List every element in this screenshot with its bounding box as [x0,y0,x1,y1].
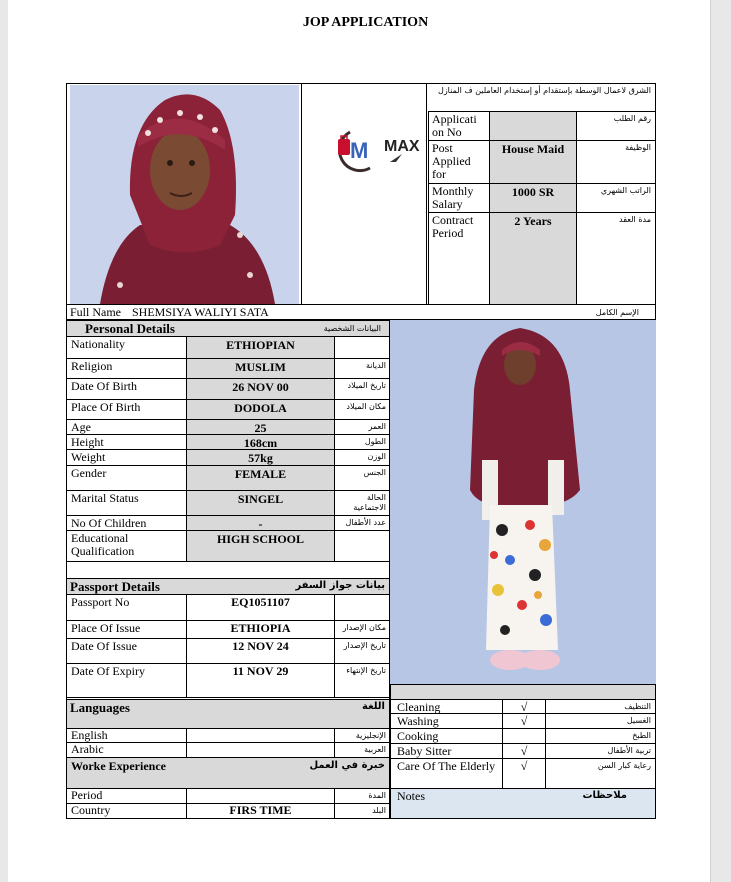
personal-label: Age [66,419,187,435]
headshot-photo [70,85,299,304]
full-name-label-ar: الإسم الكامل [595,308,639,317]
skill-label-ar: الطبخ [545,728,656,744]
personal-label: Date Of Birth [66,378,187,400]
passport-value: 11 NOV 29 [186,663,335,698]
personal-label: Weight [66,449,187,466]
personal-details-heading [66,320,390,337]
personal-label-ar: الجنس [334,465,390,491]
passport-value: 12 NOV 24 [186,638,335,664]
skill-label-ar: رعاية كبار السن [545,758,656,789]
personal-value: 26 NOV 00 [186,378,335,400]
contract-period-label-ar: مدة العقد [576,212,656,305]
notes-label: Notes [397,789,425,803]
language-english-label: English [66,728,187,743]
personal-value: ETHIOPIAN [186,336,335,359]
notes-label-ar: ملاحظات [582,790,627,801]
personal-label: Religion [66,358,187,379]
monthly-salary-value: 1000 SR [489,183,577,213]
passport-details-title: Passport Details [70,579,160,594]
work-experience-title-ar: خبرة في العمل [309,760,385,771]
skill-check-mark: √ [502,743,546,759]
skill-check-mark: √ [502,699,546,714]
work-experience-heading [66,757,390,789]
personal-label: Height [66,434,187,450]
personal-label: Place Of Birth [66,399,187,420]
personal-label: Educational Qualification [66,530,187,562]
page-title: JOP APPLICATION [302,15,429,30]
language-arabic-label: Arabic [66,742,187,758]
full-name-row [66,304,656,320]
passport-label: Place Of Issue [66,620,187,639]
page-margin-right [710,0,731,882]
personal-label-ar [334,336,390,359]
post-applied-value: House Maid [489,140,577,184]
work-experience-title: Worke Experience [71,759,166,773]
skill-check-mark: √ [502,758,546,789]
country-label-ar: البلد [334,803,390,819]
language-arabic-value [186,742,335,758]
personal-label-ar: الطول [334,434,390,450]
full-body-photo [390,320,656,700]
skill-label-ar: الغسيل [545,713,656,729]
personal-value: HIGH SCHOOL [186,530,335,562]
passport-label-ar [334,594,390,621]
period-value [186,788,335,804]
personal-label-ar [334,530,390,562]
personal-value: - [186,515,335,531]
skill-label: Cooking [390,728,503,744]
passport-label: Passport No [66,594,187,621]
personal-label-ar: عدد الأطفال [334,515,390,531]
personal-label-ar: الوزن [334,449,390,466]
logo-text: MAX [384,138,420,155]
skill-label: Washing [390,713,503,729]
passport-label-ar: تاريخ الإنتهاء [334,663,390,698]
personal-value: MUSLIM [186,358,335,379]
personal-label-ar: الديانة [334,358,390,379]
passport-label-ar: مكان الإصدار [334,620,390,639]
language-english-value [186,728,335,743]
skills-spacer [390,684,656,700]
passport-label-ar: تاريخ الإصدار [334,638,390,664]
application-no-value [489,111,577,141]
skill-label: Baby Sitter [390,743,503,759]
personal-label-ar: العمر [334,419,390,435]
passport-value: EQ1051107 [186,594,335,621]
post-applied-label: Post Applied for [428,140,490,184]
languages-heading [66,699,390,729]
languages-title: Languages [70,700,130,715]
agency-name: الشرق لاعمال الوسطة بإستقدام أو إستخدام العاملين ف المنازل [438,86,651,95]
full-name-value: SHEMSIYA WALIYI SATA [132,305,269,319]
passport-value: ETHIOPIA [186,620,335,639]
passport-details-title-ar: بيانات جواز السفر [295,580,385,591]
personal-value: DODOLA [186,399,335,420]
personal-label: Nationality [66,336,187,359]
personal-details-title: Personal Details [85,321,175,336]
application-no-label: Applicati on No [428,111,490,141]
skill-label-ar: تربية الأطفال [545,743,656,759]
period-label-ar: المدة [334,788,390,804]
monthly-salary-label-ar: الراتب الشهري [576,183,656,213]
languages-title-ar: اللغة [362,701,385,712]
post-applied-label-ar: الوظيفة [576,140,656,184]
language-arabic-ar: العربية [334,742,390,758]
skill-label-ar: التنظيف [545,699,656,714]
notes-box [390,788,656,819]
page-margin-left [0,0,8,882]
language-english-ar: الإنجليزية [334,728,390,743]
personal-value: 57kg [186,449,335,466]
personal-label: No Of Children [66,515,187,531]
personal-blank-row [66,561,390,579]
personal-value: 25 [186,419,335,435]
country-value: FIRS TIME [186,803,335,819]
passport-details-heading [66,578,390,595]
personal-label: Gender [66,465,187,491]
personal-label-ar: تاريخ الميلاد [334,378,390,400]
full-name-label: Full Name [70,305,121,319]
country-label: Country [66,803,187,819]
skill-check-mark: √ [502,713,546,729]
skill-label: Cleaning [390,699,503,714]
personal-label-ar: مكان الميلاد [334,399,390,420]
personal-label: Marital Status [66,490,187,516]
logo-area [301,84,427,305]
passport-label: Date Of Issue [66,638,187,664]
contract-period-label: Contract Period [428,212,490,305]
personal-value: FEMALE [186,465,335,491]
personal-value: 168cm [186,434,335,450]
personal-label-ar: الحالة الاجتماعية [334,490,390,516]
skill-check-mark [502,728,546,744]
passport-label: Date Of Expiry [66,663,187,698]
period-label: Period [66,788,187,804]
contract-period-value: 2 Years [489,212,577,305]
application-no-label-ar: رقم الطلب [576,111,656,141]
skill-label: Care Of The Elderly [390,758,503,789]
svg-text:M: M [350,138,369,163]
monthly-salary-label: Monthly Salary [428,183,490,213]
personal-details-title-ar: البيانات الشخصية [323,324,381,333]
personal-value: SINGEL [186,490,335,516]
